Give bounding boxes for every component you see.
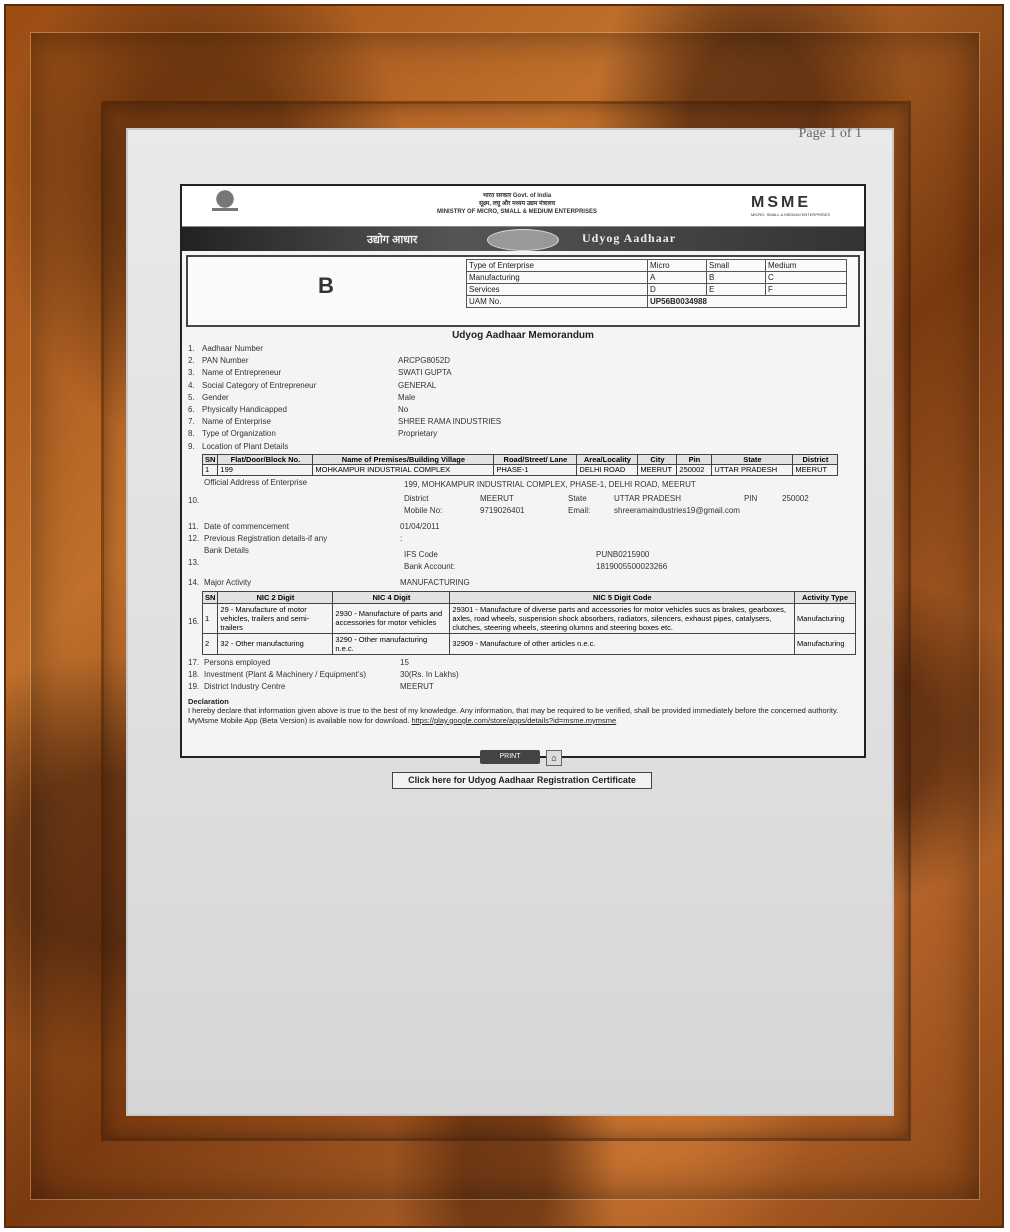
ministry-hindi: सूक्ष्म, लघु और मध्यम उद्यम मंत्रालय — [478, 201, 556, 207]
field-row — [188, 428, 864, 440]
ministry-heading — [397, 192, 637, 216]
persons-employed-row — [182, 658, 864, 670]
table-row — [203, 633, 856, 654]
table-cell: Manufacturing — [795, 633, 856, 654]
field-number: 18. — [188, 669, 200, 679]
pin-label: PIN — [744, 493, 758, 503]
table-cell: B — [707, 272, 766, 284]
field-number: 16. — [188, 616, 200, 626]
field-number: 9. — [188, 441, 195, 451]
govt-text: भारत सरकार Govt. of India — [482, 193, 552, 199]
picture-frame — [4, 4, 1004, 1228]
table-cell: Small — [707, 260, 766, 272]
field-label: Bank Details — [204, 545, 249, 555]
column-header: NIC 5 Digit Code — [450, 591, 795, 603]
page-number: Page 1 of 1 — [798, 126, 862, 141]
field-number: 5. — [188, 392, 195, 402]
state-value: UTTAR PRADESH — [614, 493, 681, 503]
field-value: ARCPG8052D — [398, 356, 451, 366]
column-header: Pin — [677, 454, 712, 464]
field-number: 6. — [188, 405, 195, 415]
app-download-line — [188, 716, 858, 726]
investment-row — [182, 670, 864, 682]
field-value: SWATI GUPTA — [398, 368, 452, 378]
nic-section — [182, 591, 864, 655]
field-number: 2. — [188, 356, 195, 366]
print-label: PRINT — [499, 753, 521, 760]
mobile-value: 9719026401 — [480, 505, 525, 515]
field-label: District Industry Centre — [204, 681, 286, 691]
field-number: 1. — [188, 344, 195, 353]
field-label: Social Category of Entrepreneur — [202, 380, 317, 390]
address-value: 199, MOHKAMPUR INDUSTRIAL COMPLEX, PHASE-1, DELHI ROAD, MEERUT — [404, 479, 696, 489]
field-label: Name of Enterprise — [202, 417, 271, 427]
field-value — [398, 343, 864, 355]
field-row — [188, 441, 864, 453]
table-row — [203, 603, 856, 633]
print-button[interactable] — [480, 750, 540, 764]
table-cell: F — [766, 284, 847, 296]
account-value: 1819005500023266 — [596, 561, 668, 571]
table-cell: MEERUT — [638, 464, 677, 475]
field-number: 12. — [188, 533, 200, 543]
field-number: 7. — [188, 417, 195, 427]
table-cell: Type of Enterprise — [467, 260, 648, 272]
table-cell: Services — [467, 284, 648, 296]
field-number: 13. — [188, 557, 200, 567]
enterprise-grade: B — [318, 273, 334, 298]
field-row — [188, 343, 864, 355]
column-header: Activity Type — [795, 591, 856, 603]
registration-certificate-button[interactable]: Click here for Udyog Aadhaar Registration Certificate — [392, 772, 652, 789]
ministry-english: MINISTRY OF MICRO, SMALL & MEDIUM ENTERPRISES — [437, 209, 597, 215]
field-value: Proprietary — [398, 429, 438, 439]
app-download-link[interactable]: https://play.google.com/store/apps/details?id=msme.mymsme — [411, 715, 617, 725]
district-value: MEERUT — [480, 493, 514, 503]
district-industry-centre-row — [182, 682, 864, 694]
document-paper — [126, 128, 894, 1116]
column-header: SN — [203, 454, 218, 464]
column-header: State — [712, 454, 793, 464]
mobile-label: Mobile No: — [404, 505, 443, 515]
table-header-row — [203, 591, 856, 603]
field-value: 15 — [400, 657, 409, 667]
table-cell: MOHKAMPUR INDUSTRIAL COMPLEX — [313, 464, 494, 475]
field-label: Location of Plant Details — [202, 441, 289, 451]
table-row — [467, 284, 847, 296]
table-header-row — [203, 454, 838, 464]
table-row — [203, 464, 838, 475]
column-header: District — [793, 454, 838, 464]
column-header: Name of Premises/Building Village — [313, 454, 494, 464]
column-header: Area/Locality — [577, 454, 638, 464]
pin-value: 250002 — [782, 493, 809, 503]
email-value: shreeramaindustries19@gmail.com — [614, 505, 740, 515]
table-cell: D — [648, 284, 707, 296]
field-value: 30(Rs. In Lakhs) — [400, 669, 459, 679]
field-number: 19. — [188, 681, 200, 691]
field-label: Gender — [202, 392, 229, 402]
table-cell: 2 — [203, 633, 218, 654]
table-cell: 2930 - Manufacture of parts and accessories for motor vehicles — [333, 603, 450, 633]
field-value: No — [398, 405, 409, 415]
declaration-section — [188, 697, 858, 726]
home-icon[interactable]: ⌂ — [546, 750, 562, 766]
field-label: Type of Organization — [202, 429, 276, 439]
table-cell: Manufacturing — [467, 272, 648, 284]
app-download-text: MyMsme Mobile App (Beta Version) is available now for download. — [188, 715, 410, 725]
enterprise-fields — [188, 343, 864, 453]
nic-activity-table — [202, 591, 856, 655]
table-cell: MEERUT — [793, 464, 838, 475]
field-number: 3. — [188, 368, 195, 378]
ifs-label: IFS Code — [404, 549, 438, 559]
field-value: SHREE RAMA INDUSTRIES — [398, 417, 502, 427]
state-label: State — [568, 493, 587, 503]
field-value: GENERAL — [398, 380, 437, 390]
table-cell: Medium — [766, 260, 847, 272]
national-emblem-icon — [212, 190, 238, 220]
field-number: 10. — [188, 495, 200, 505]
table-cell: 1 — [203, 603, 218, 633]
table-cell: UTTAR PRADESH — [712, 464, 793, 475]
table-cell: 32 - Other manufacturing — [218, 633, 333, 654]
field-label: Physically Handicapped — [202, 405, 287, 415]
field-value — [398, 441, 864, 453]
field-label: PAN Number — [202, 356, 249, 366]
table-row — [467, 272, 847, 284]
column-header: SN — [203, 591, 218, 603]
column-header: Flat/Door/Block No. — [218, 454, 313, 464]
account-label: Bank Account: — [404, 561, 456, 571]
field-number: 17. — [188, 657, 200, 667]
field-value: Male — [398, 392, 416, 402]
msme-logo-sub: MICRO, SMALL & MEDIUM ENTERPRISES — [751, 212, 830, 217]
major-activity-row — [182, 578, 864, 589]
column-header: Road/Street/ Lane — [494, 454, 577, 464]
enterprise-type-box — [186, 255, 860, 327]
banner-hindi: उद्योग आधार — [367, 234, 418, 246]
bank-details-section — [182, 546, 864, 578]
table-cell: Manufacturing — [795, 603, 856, 633]
table-cell: 250002 — [677, 464, 712, 475]
commencement-row — [182, 522, 864, 534]
field-label: Previous Registration details-if any — [204, 533, 328, 543]
field-value: 01/04/2011 — [400, 521, 440, 531]
msme-seal-icon — [487, 229, 559, 251]
email-label: Email: — [568, 505, 591, 515]
table-cell: C — [766, 272, 847, 284]
declaration-text: I hereby declare that information given above is true to the best of my knowledge. Any information, that may be required to be verified, shall be provided immediately before the concerned authority. — [188, 706, 839, 716]
field-label: Official Address of Enterprise — [204, 477, 308, 487]
table-cell: DELHI ROAD — [577, 464, 638, 475]
uam-label: UAM No. — [467, 296, 648, 308]
field-label: Name of Entrepreneur — [202, 368, 282, 378]
table-cell: E — [707, 284, 766, 296]
enterprise-type-table — [466, 259, 847, 308]
udyog-aadhaar-banner — [182, 227, 864, 251]
column-header: City — [638, 454, 677, 464]
table-cell: 1 — [203, 464, 218, 475]
column-header: NIC 4 Digit — [333, 591, 450, 603]
msme-logo-text: MSME — [751, 194, 812, 211]
field-value: MANUFACTURING — [400, 577, 470, 587]
declaration-title: Declaration — [188, 696, 229, 706]
uam-number: UP56B0034988 — [648, 296, 847, 308]
field-number: 4. — [188, 380, 195, 390]
field-number: 11. — [188, 521, 199, 531]
field-row — [188, 392, 864, 404]
column-header: NIC 2 Digit — [218, 591, 333, 603]
table-cell: PHASE-1 — [494, 464, 577, 475]
table-cell: 199 — [218, 464, 313, 475]
plant-location-table — [202, 454, 838, 476]
banner-english: Udyog Aadhaar — [582, 231, 677, 245]
previous-registration-row — [182, 534, 864, 546]
table-row — [467, 260, 847, 272]
field-label: Aadhaar Number — [202, 344, 263, 353]
document-header — [182, 186, 864, 227]
table-cell: A — [648, 272, 707, 284]
table-cell: 29301 - Manufacture of diverse parts and accessories for motor vehicles sucs as brakes, gearboxes, axles, road wheels, suspension shock absorbers, radiators, silencers, exhaust pipes, catalysers, clutches, steering wheels, steering olumns and steering boxes etc. — [450, 603, 795, 633]
table-cell: 3290 - Other manufacturing n.e.c. — [333, 633, 450, 654]
official-address-section — [182, 478, 864, 522]
field-label: Date of commencement — [204, 521, 289, 531]
table-cell: 32909 - Manufacture of other articles n.e.c. — [450, 633, 795, 654]
ifs-value: PUNB0215900 — [596, 549, 650, 559]
field-row — [188, 367, 864, 379]
field-row — [188, 416, 864, 428]
field-label: Investment (Plant & Machinery / Equipment's) — [204, 669, 367, 679]
field-number: 14. — [188, 577, 200, 587]
table-cell: Micro — [648, 260, 707, 272]
msme-logo — [751, 194, 830, 217]
udyog-aadhaar-document — [180, 184, 866, 758]
field-label: Major Activity — [204, 577, 252, 587]
district-label: District — [404, 493, 429, 503]
field-label: Persons employed — [204, 657, 271, 667]
field-value: MEERUT — [400, 681, 434, 691]
field-value: : — [400, 533, 403, 543]
field-row — [188, 404, 864, 416]
table-cell: 29 - Manufacture of motor vehicles, trailers and semi-trailers — [218, 603, 333, 633]
field-row — [188, 355, 864, 367]
field-number: 8. — [188, 429, 195, 439]
table-row — [467, 296, 847, 308]
field-row — [188, 380, 864, 392]
memorandum-title: Udyog Aadhaar Memorandum — [452, 330, 594, 341]
